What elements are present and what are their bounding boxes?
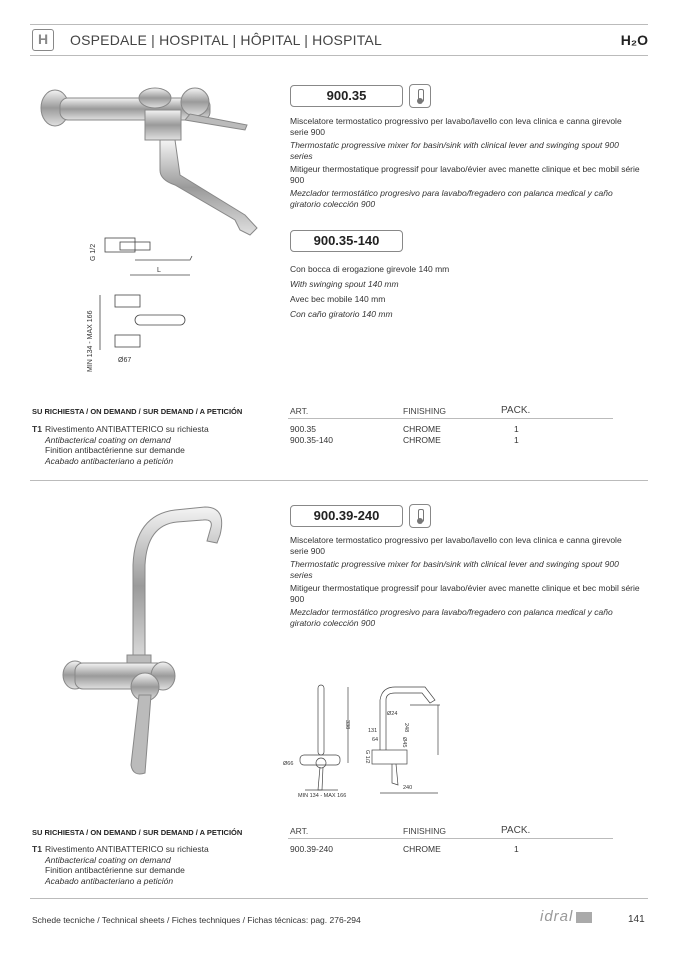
dim-248: 248 — [403, 723, 409, 733]
option-code: T1 — [32, 424, 42, 434]
col-finishing: FINISHING — [403, 826, 446, 836]
header-top-rule — [30, 24, 648, 25]
desc-fr: Mitigeur thermostatique progressif pour lavabo/évier avec manette clinique et bec mobil série 900 — [290, 164, 640, 185]
logo-mark-icon — [576, 912, 592, 923]
product-description — [290, 116, 640, 212]
cell-finishing: CHROME — [403, 844, 441, 854]
dim-240: 240 — [403, 785, 413, 791]
option-line-en: Antibacterical coating on demand — [45, 854, 171, 865]
desc-fr: Mitigeur thermostatique progressif pour lavabo/évier avec manette clinique et bec mobil série 900 — [290, 583, 640, 604]
dim-131: 131 — [368, 728, 378, 734]
table-row — [290, 435, 333, 446]
cell-pack: 1 — [514, 424, 519, 434]
option-line-it: Rivestimento ANTIBATTERICO su richiesta — [45, 844, 209, 854]
option-line-it: Rivestimento ANTIBATTERICO su richiesta — [45, 424, 209, 434]
idral-logo: idral — [540, 908, 592, 925]
hospital-icon: H — [32, 29, 54, 51]
page-number: 141 — [628, 914, 645, 925]
dim-dia-left: Ø66 — [283, 761, 294, 767]
desc-it: Miscelatore termostatico progressivo per lavabo/lavello con leva clinica e canna girevole serie 900 — [290, 535, 622, 556]
option-line-es: Acabado antibacteriano a petición — [45, 455, 174, 466]
variant-desc-en: With swinging spout 140 mm — [290, 279, 399, 289]
option-line-fr: Finition antibactérienne sur demande — [45, 445, 185, 455]
desc-en: Thermostatic progressive mixer for basin/sink with clinical lever and swinging spout 900 series — [290, 140, 619, 161]
dim-64: 64 — [372, 737, 379, 743]
page-title: OSPEDALE | HOSPITAL | HÔPITAL | HOSPITAL — [70, 32, 382, 48]
dim-g: G 1/2 — [364, 750, 370, 764]
option-line-en: Antibacterical coating on demand — [45, 434, 171, 445]
dim-height: 338 — [344, 720, 350, 730]
product-image-900-35 — [35, 80, 265, 250]
on-demand-heading: SU RICHIESTA / ON DEMAND / SUR DEMAND / A PETICIÓN — [32, 828, 243, 837]
variant-desc-fr: Avec bec mobile 140 mm — [290, 294, 386, 304]
dim-l: L — [157, 267, 161, 274]
variant-desc-it: Con bocca di erogazione girevole 140 mm — [290, 264, 450, 274]
header-bottom-rule — [30, 55, 648, 56]
dim-dia45: Ø45 — [401, 737, 407, 748]
brand-label: H₂O — [620, 32, 648, 48]
on-demand-options — [32, 844, 209, 886]
product-image-900-39-240 — [55, 495, 245, 785]
option-line-fr: Finition antibactérienne sur demande — [45, 865, 185, 875]
thermometer-icon — [409, 504, 431, 528]
cell-pack: 1 — [514, 844, 519, 854]
table-row — [290, 844, 333, 855]
col-art: ART. — [290, 826, 309, 836]
dimension-drawing-900-35 — [80, 230, 200, 375]
desc-es: Mezclador termostático progresivo para lavabo/fregadero con palanca medical y caño giratorio colección 900 — [290, 607, 613, 628]
variant-description — [290, 262, 640, 322]
option-line-es: Acabado antibacteriano a petición — [45, 875, 174, 886]
col-pack: PACK. — [501, 825, 531, 836]
on-demand-heading: SU RICHIESTA / ON DEMAND / SUR DEMAND / A PETICIÓN — [32, 407, 243, 416]
table-rule — [288, 838, 613, 839]
option-code: T1 — [32, 844, 42, 854]
product-code-box: 900.35 — [290, 85, 403, 107]
product-description — [290, 535, 640, 631]
cell-art: 900.39-240 — [290, 844, 334, 854]
variant-code-box: 900.35-140 — [290, 230, 403, 252]
table-row — [290, 424, 316, 435]
dim-diameter: Ø67 — [118, 357, 132, 364]
desc-it: Miscelatore termostatico progressivo per lavabo/lavello con leva clinica e canna girevole serie 900 — [290, 116, 622, 137]
footer-rule — [30, 898, 648, 899]
col-finishing: FINISHING — [403, 406, 446, 416]
cell-art: 900.35 — [290, 424, 316, 434]
section-divider — [30, 480, 648, 481]
col-pack: PACK. — [501, 405, 531, 416]
cell-art: 900.35-140 — [290, 435, 334, 445]
product-code-box: 900.39-240 — [290, 505, 403, 527]
dim-range: MIN 134 - MAX 166 — [298, 793, 347, 799]
thermometer-icon — [409, 84, 431, 108]
desc-es: Mezclador termostático progresivo para lavabo/fregadero con palanca medical y caño giratorio colección 900 — [290, 188, 613, 209]
on-demand-options — [32, 424, 209, 466]
dim-range: MIN 134 - MAX 166 — [87, 310, 94, 372]
dimension-drawing-900-39-240 — [280, 675, 480, 805]
table-rule — [288, 418, 613, 419]
cell-pack: 1 — [514, 435, 519, 445]
dim-g: G 1/2 — [90, 243, 97, 261]
footer-text: Schede tecniche / Technical sheets / Fiches techniques / Fichas técnicas: pag. 276-294 — [32, 915, 361, 925]
cell-finishing: CHROME — [403, 424, 441, 434]
cell-finishing: CHROME — [403, 435, 441, 445]
col-art: ART. — [290, 406, 309, 416]
variant-desc-es: Con caño giratorio 140 mm — [290, 309, 393, 319]
desc-en: Thermostatic progressive mixer for basin/sink with clinical lever and swinging spout 900 series — [290, 559, 619, 580]
dim-dia-spout: Ø24 — [387, 711, 398, 717]
